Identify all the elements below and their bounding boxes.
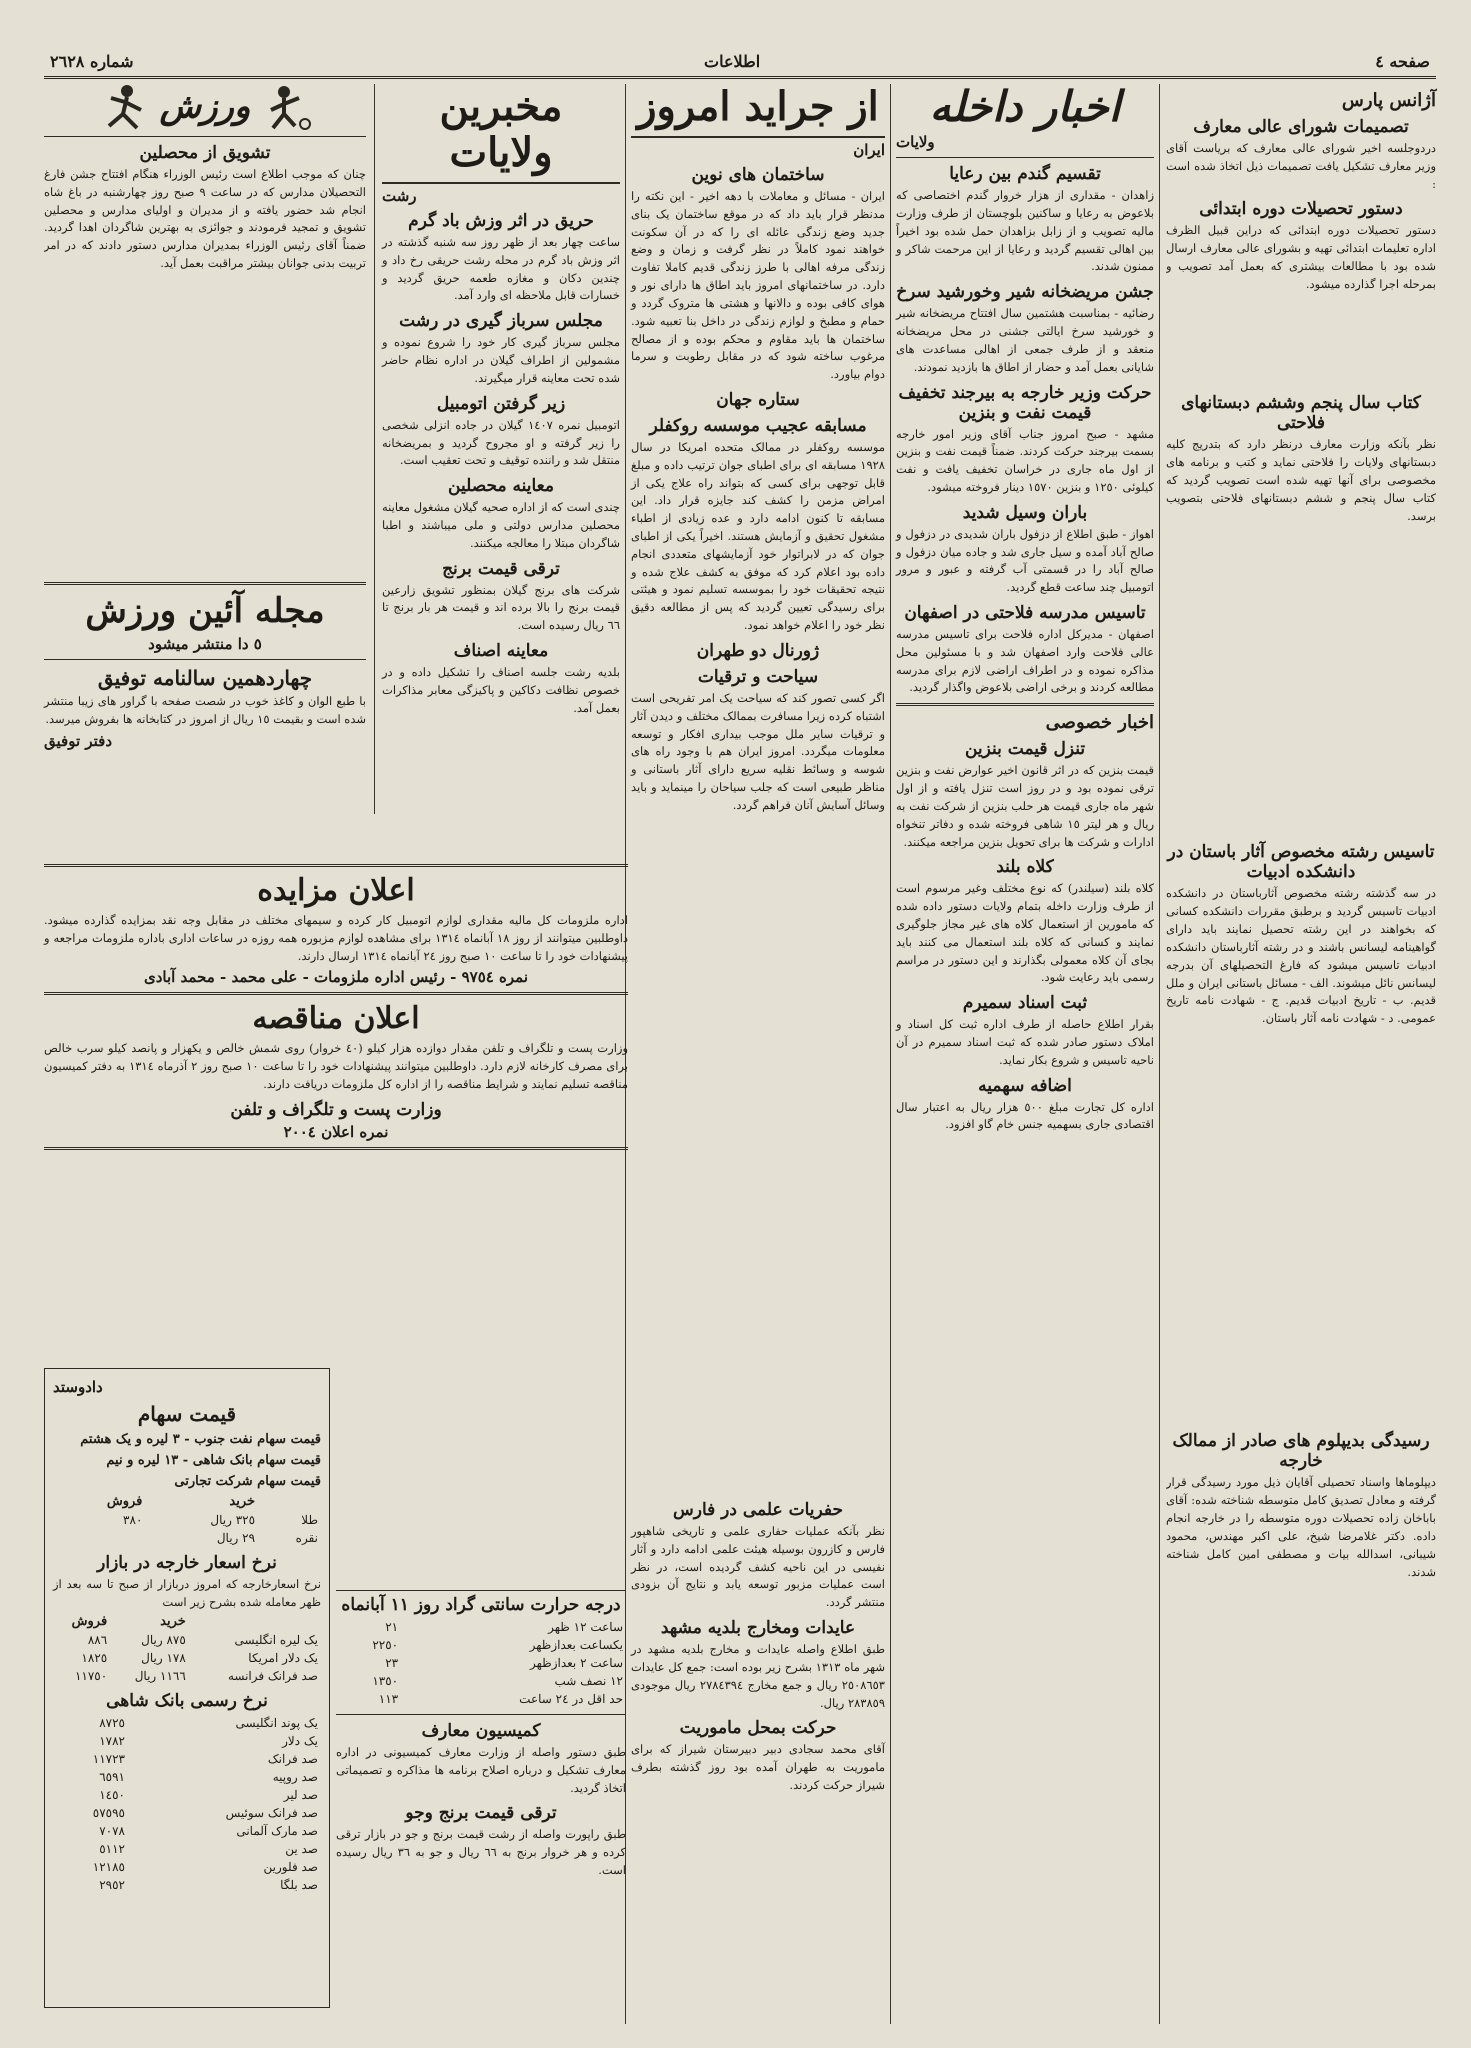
article-title: ساختمان های نوین bbox=[691, 165, 825, 185]
table-row bbox=[53, 1840, 321, 1858]
article-title: باران وسیل شدید bbox=[962, 502, 1088, 523]
article-body: رضائیه - بمناسبت هشتمین سال افتتاح مریضخانه شیر و خورشید سرخ ایالتی جشنی در محل مریضخانه منعقد و از طرف جمعی از اهالی مساعدت های شایانی بعمل آمد و حضار از اطاق ها بازدید نمودند. bbox=[896, 306, 1154, 374]
cell: صد فرانک bbox=[267, 1751, 318, 1766]
cell: یک پوند انگلیسی bbox=[235, 1715, 318, 1730]
page-number: صفحه ٤ bbox=[1375, 52, 1430, 71]
article-title: سیاحت و ترقیات bbox=[697, 666, 819, 687]
cell: حد اقل در ٢٤ ساعت bbox=[519, 1692, 623, 1706]
fx-note: نرخ اسعارخارجه که امروز دربازار از صبح تا سه بعد از ظهر معامله شده بشرح زیر است bbox=[53, 1577, 321, 1609]
article-title: مجلس سرباز گیری در رشت bbox=[399, 311, 603, 332]
article-title: دستور تحصیلات دوره ابتدائی bbox=[1199, 199, 1403, 220]
article-body: شرکت های برنج گیلان بمنظور تشویق زارعین قیمت برنج را بالا برده اند و قیمت هر بار برنج تا ٦٦ ریال رسیده است. bbox=[382, 582, 620, 633]
article-body: چنان که موجب اطلاع است رئیس الوزراء هنگام افتتاح جشن فارغ التحصیلان مدارس که در ساعت ٩ صبح روز چهارشنبه در باغ شاه انجام شد حضور یافته و از مدیران و اولیای مدارس و محصلین تشویق و تمجید فرمودند و جوائزی به بهترین شاگردان اهدا گردید. ضمناً آقای رئیس الوزراء بمدیران مدارس دستور دادند که در امر تربیت بدنی جوانان بیشتر مراقبت بعمل آید. bbox=[44, 167, 366, 271]
weather-table bbox=[336, 1618, 626, 1708]
column-rule bbox=[890, 84, 891, 2024]
article-body: بلدیه رشت جلسه اصناف را تشکیل داده و در خصوص نظافت دکاکین و پاکیزگی معابر مذاکرات بعمل آمد. bbox=[382, 665, 620, 715]
article-title: ژورنال دو طهران bbox=[696, 640, 820, 661]
article-title: تصمیمات شورای عالی معارف bbox=[1193, 117, 1409, 137]
table-row bbox=[53, 1529, 321, 1547]
table-row bbox=[53, 1732, 321, 1750]
magazine-ad-title: مجله آئین ورزش bbox=[85, 591, 325, 631]
cell: ٢٩٥٢ bbox=[99, 1877, 125, 1892]
article-body: نظر بآنکه وزارت معارف درنظر دارد که بتدریج کلیه دبستانهای ولایات را فلاحتی نماید و کتب و برنامه های مخصوصی برای آنها تهیه شده است تصویب گردید که کتاب سال پنجم و ششم دبستانهای فلاحتی بتصویب برسد. bbox=[1166, 437, 1436, 523]
table-row bbox=[53, 1786, 321, 1804]
bank-note: نرخ رسمی بانک شاهی bbox=[106, 1690, 268, 1711]
fx-table bbox=[53, 1612, 321, 1685]
column-sports bbox=[44, 84, 366, 753]
article-title: تاسیس رشته مخصوص آثار باستان در دانشکده ادبیات bbox=[1167, 842, 1435, 883]
divider bbox=[896, 703, 1154, 706]
table-row bbox=[336, 1636, 626, 1654]
cell: یکساعت بعدازظهر bbox=[529, 1638, 623, 1652]
cell: ١١٣ bbox=[378, 1692, 399, 1706]
section-label: اخبار خصوصی bbox=[1045, 712, 1154, 734]
table-row bbox=[53, 1822, 321, 1840]
cell: ١١٦٦ ریال bbox=[134, 1668, 186, 1683]
divider bbox=[336, 1714, 626, 1715]
cell: ١٣٥٠ bbox=[372, 1674, 399, 1688]
weather-title: درجه حرارت سانتی گراد روز ١١ آبانماه bbox=[336, 1590, 626, 1615]
table-row bbox=[336, 1690, 626, 1708]
cell: ٨٧٥ ریال bbox=[141, 1632, 186, 1647]
article-body: اگر کسی تصور کند که سیاحت یک امر تفریحی است اشتباه کرده زیرا مسافرت بممالک مختلف و دیدن آثار و ترقیات سایر ملل موجب بیداری افکار و توسعه معلومات میگردد. امروز ایران هم با وجود راه های شوسه و وسائط نقلیه سریع دارای آثار باستانی و مناظر طبیعی است که جلب سیاحان را مینماید و باید وسائل آسایش آنان فراهم گردد. bbox=[631, 690, 885, 812]
cell: ١٧٨ ریال bbox=[141, 1650, 186, 1665]
calendar-ad-title: چهاردهمین سالنامه توفیق bbox=[97, 666, 313, 690]
city-label: رشت bbox=[382, 187, 417, 205]
article-body: چندی است که از اداره صحیه گیلان مشغول معاینه محصلین مدارس دولتی و ملی میباشند و اطبا شاگردان مبتلا را معالجه میکنند. bbox=[382, 500, 620, 550]
cell: ٨٧٢٥ bbox=[99, 1715, 125, 1730]
cell: نقره bbox=[295, 1531, 318, 1545]
article-title: کتاب سال پنجم وششم دبستانهای فلاحتی bbox=[1181, 393, 1421, 434]
auction-footer: نمره ٩٧٥٤ - رئیس اداره ملزومات - علی محمد - محمد آبادی bbox=[143, 968, 529, 987]
bank-table bbox=[53, 1714, 321, 1894]
article-body: ایران - مسائل و معاملات با دهه اخیر - این نکته را مدنظر قرار باید داد که در موقع ساختمان یک بنای جدید وضع زندگی عائله ای را که در آن سکونت خواهند نمود کاملاً در نظر گرفت و زمان و وضع زندگی مرفه اهالی با طرز زندگی قدیم کاملا تفاوت دارد. در ساختمانهای امروز باید اطاق ها دارای نور و هوای کافی بوده و دالانها و هشتی ها متروک گردد و حمام و مطبخ و لوازم زندگی در داخل بنا تعبیه شود. ساختمان ها باید مقاوم و محکم بوده و از مصالح مرغوب ساخته شود که در مقابل رطوبت و سرما دوام بیاورد. bbox=[631, 189, 885, 382]
col-buy: خرید bbox=[160, 1613, 186, 1629]
column-rule bbox=[1159, 84, 1160, 2024]
table-row bbox=[336, 1654, 626, 1672]
article-title: رسیدگی بدیپلوم های صادر از ممالک خارجه bbox=[1172, 1431, 1430, 1472]
article-title: تقسیم گندم بین رعایا bbox=[949, 164, 1101, 185]
divider bbox=[44, 136, 366, 137]
table-row bbox=[53, 1750, 321, 1768]
article-body: زاهدان - مقداری از هزار خروار گندم اختصاصی که بلاعوض به رعایا و ساکنین بلوچستان از طرف وزارت مالیه تصویب و از زابل بزاهدان حمل شده بود اخیراً بین اهالی تقسیم گردید و رعایا از این مرحمت شاکر و ممنون شدند. bbox=[896, 188, 1154, 274]
cell: صد فلورین bbox=[263, 1859, 318, 1874]
article-body: اصفهان - مدیرکل اداره فلاحت برای تاسیس مدرسه عالی فلاحت وارد اصفهان شد و با مسئولین محل مذاکره نموده و در اطراف اراضی لازم برای مدرسه مطالعه کردند و برخی اراضی بلاعوض واگذار گردید. bbox=[896, 627, 1154, 695]
cell: ساعت ٢ بعدازظهر bbox=[530, 1656, 623, 1670]
article-body: در سه گذشته رشته مخصوص آثارباستان در دانشکده ادبیات تاسیس گردید و برطبق مقررات دانشکده کسانی که بخواهند در این رشته تحصیل نمایند باید دارای گواهینامه لیسانس باشند و در رشته آثارباستان دانشکده ادبیات تاسیس میشود که فارغ التحصیلهای آن بدرجه لیسانس نائل میشوند. الف - مسائل باستانی ایران و ملل قدیم. ب - تاریخ ادبیات قدیم. ج - شهادت نامه تاریخ عمومی. د - شهادت نامه آثار باستان. bbox=[1166, 886, 1436, 1026]
cell bbox=[53, 1529, 145, 1547]
cell: صد فرانک سوئیس bbox=[225, 1805, 318, 1820]
column-agency-pars bbox=[1166, 84, 1436, 1894]
article-title: معاینه اصناف bbox=[453, 641, 549, 661]
article-title: ستاره جهان bbox=[716, 389, 800, 410]
divider bbox=[44, 992, 628, 995]
col-sell: فروش bbox=[106, 1494, 143, 1509]
article-title: حرکت بمحل ماموریت bbox=[679, 1718, 837, 1739]
cell: ١٢١٨٥ bbox=[92, 1859, 125, 1874]
article-body: طبق اطلاع واصله عایدات و مخارج بلدیه مشهد در شهر ماه ١٣١٣ بشرح زیر بوده است: جمع کل عایدات ٢٥٠٨٦٥٣ ریال و جمع مخارج ٢٧٨٤٣٩٤ ریال موجودی ٢٨٣٨٥٩ ریال. bbox=[631, 1642, 885, 1710]
tender-number: نمره اعلان ٢٠٠٤ bbox=[283, 1122, 389, 1141]
article-body: کلاه بلند (سیلندر) که نوع مختلف وغیر مرسوم است از طرف وزارت داخله بتمام ولایات دستور داده شده که مامورین از استعمال کلاه های غیر مجاز جلوگیری نمایند و کسانی که کلاه بلند استعمال می کنند باید بجای آن کلاه معمولی بگذارند و این دستور در مراسم رسمی باید رعایت شود. bbox=[896, 881, 1154, 985]
market-line: قیمت سهام بانک شاهی - ١٣ لیره و نیم bbox=[106, 1453, 321, 1468]
article-body: اهواز - طبق اطلاع از دزفول باران شدیدی در دزفول و صالح آباد آمده و سیل جاری شد و جاده میان دزفول و صالح آباد را در قسمتی آب گرفته و عبور و مرور اتومبیل چند ساعت قطع گردید. bbox=[896, 526, 1154, 595]
article-title: کمیسیون معارف bbox=[421, 1721, 541, 1741]
table-row bbox=[53, 1876, 321, 1894]
table-row bbox=[53, 1714, 321, 1732]
cell: صد فرانک فرانسه bbox=[227, 1668, 318, 1683]
article-body: بقرار اطلاع حاصله از طرف اداره ثبت کل اسناد و املاک دستور صادر شده که ثبت اسناد سمیرم در آن ناحیه تاسیس و شروع بکار نماید. bbox=[896, 1017, 1154, 1067]
column-rule bbox=[374, 84, 375, 814]
article-title: حفریات علمی در فارس bbox=[673, 1500, 843, 1520]
market-line: قیمت سهام نفت جنوب - ٣ لیره و یک هشتم bbox=[80, 1432, 321, 1447]
gold-table bbox=[53, 1492, 321, 1547]
cell: یک دلار امریکا bbox=[248, 1650, 318, 1665]
article-title: زیر گرفتن اتومبیل bbox=[436, 393, 566, 414]
cell: یک دلار bbox=[282, 1733, 318, 1748]
cell: ٥٧٥٩٥ bbox=[92, 1805, 125, 1820]
cell: ٨٨٦ bbox=[87, 1632, 108, 1647]
page-header bbox=[44, 50, 1436, 79]
divider bbox=[44, 659, 366, 660]
magazine-ad-sub: ٥ دا منتشر میشود bbox=[148, 635, 262, 653]
cell: ٢١ bbox=[385, 1620, 399, 1634]
weather-block bbox=[336, 1584, 626, 1880]
market-line: قیمت سهام شرکت تجارتی bbox=[174, 1474, 321, 1489]
masthead-domestic: اخبار داخله bbox=[929, 82, 1121, 131]
sports-title: ورزش bbox=[159, 86, 251, 127]
country-label: ایران bbox=[853, 141, 885, 159]
article-title: حریق در اثر وزش باد گرم bbox=[408, 211, 594, 231]
runner-icon bbox=[97, 84, 155, 130]
article-body: دستور تحصیلات دوره ابتدائی که دراین قبیل الظرف اداره تعلیمات ابتدائی تهیه و بشورای عالی معارف ارسال شده بود با مطالعات بیشتری که بعمل آمد تصویب و بمرحله اجرا گذارده میشود. bbox=[1166, 223, 1436, 291]
newspaper-page bbox=[44, 50, 1436, 2020]
cell: ١١٧٥٠ bbox=[74, 1668, 108, 1683]
article-title: ترقی قیمت برنج وجو bbox=[405, 1803, 557, 1824]
auction-body: اداره ملزومات کل مالیه مقداری لوازم اتومبیل کار کرده و سیمهای مختلف در مقابل وجه نقد بمزایده گذارده میشود. داوطلبین میتوانند از روز ١٨ آبانماه ١٣١٤ برای مشاهده لوازم مزبوره همه روزه در ساعات اداری باداره ملزومات مراجعه و پیشنهادات خود را تا ساعت ١٠ صبح روز ٢٤ آبانماه ١٣١٤ ارسال دارند. bbox=[44, 913, 629, 963]
fx-title: نرخ اسعار خارجه در بازار bbox=[97, 1553, 277, 1573]
cell: یک لیره انگلیسی bbox=[234, 1632, 318, 1647]
cell: ١٢ نصف شب bbox=[554, 1674, 623, 1688]
article-title: مسابقه عجیب موسسه روکفلر bbox=[649, 415, 867, 436]
cell: ٦٥٩١ bbox=[99, 1769, 125, 1784]
banner-press-review: از جراید امروز bbox=[631, 84, 885, 138]
calendar-ad-sign: دفتر توفیق bbox=[44, 731, 113, 750]
cell: ساعت ١٢ ظهر bbox=[548, 1620, 623, 1634]
cell: ١٧٨٢ bbox=[99, 1733, 125, 1748]
paper-name: اطلاعات bbox=[704, 52, 761, 71]
article-title: ثبت اسناد سمیرم bbox=[962, 993, 1088, 1014]
section-label: ولایات bbox=[896, 133, 935, 152]
divider bbox=[44, 1147, 628, 1150]
table-row bbox=[53, 1768, 321, 1786]
article-body: اداره کل تجارت مبلغ ٥٠٠ هزار ریال به اعتبار سال اقتصادی جاری بسهمیه جنس خام گاو افزود. bbox=[896, 1099, 1154, 1132]
press-lower-block bbox=[631, 1494, 885, 1795]
table-row bbox=[53, 1511, 321, 1529]
article-title: معاینه محصلین bbox=[448, 476, 554, 497]
table-row bbox=[336, 1672, 626, 1690]
article-body: ساعت چهار بعد از ظهر روز سه شنبه گذشته در اثر وزش باد گرم در محله رشت حریقی رخ داد و چندین دکان و مغازه طعمه حریق گردید و خسارات قابل ملاحظه ای وارد آمد. bbox=[382, 235, 620, 303]
article-body: دردوجلسه اخیر شورای عالی معارف که بریاست آقای وزیر معارف تشکیل یافت تصمیمات ذیل اتخاذ شده است : bbox=[1166, 141, 1436, 191]
article-body: مشهد - صبح امروز جناب آقای وزیر امور خارجه بسمت بیرجند حرکت کردند. ضمناً قیمت نفت و بنزین از اول ماه جاری در خراسان تخفیف یافت و نفت کیلوئی ١٢٥٠ و بنزین ١٥٧٠ دینار فروخته میشود. bbox=[896, 426, 1154, 494]
col-sell: فروش bbox=[71, 1613, 108, 1629]
cell: ٧٠٧٨ bbox=[99, 1823, 125, 1838]
article-title: ترقی قیمت برنج bbox=[442, 558, 560, 579]
market-box bbox=[44, 1368, 330, 2008]
article-body: طبق راپورت واصله از رشت قیمت برنج و جو در بازار ترقی کرده و هر خروار برنج به ٦٦ ریال و جو به ٣٦ ریال رسیده است. bbox=[336, 1827, 626, 1878]
article-title: عایدات ومخارج بلدیه مشهد bbox=[660, 1618, 856, 1639]
article-title: اضافه سهمیه bbox=[978, 1075, 1072, 1096]
cell: صد مارک آلمانی bbox=[236, 1823, 318, 1838]
cell: ١٤٥٠ bbox=[99, 1787, 125, 1802]
divider bbox=[44, 582, 366, 585]
divider bbox=[44, 864, 628, 867]
table-row bbox=[53, 1804, 321, 1822]
article-title: کلاه بلند bbox=[996, 857, 1054, 878]
col-buy: خرید bbox=[229, 1494, 256, 1509]
cell: ١٨٢٥ bbox=[81, 1650, 108, 1665]
cell: صد ین bbox=[285, 1841, 318, 1856]
notices-block bbox=[44, 858, 628, 1156]
article-body: قیمت بنزین که در اثر قانون اخیر عوارض نفت و بنزین ترقی نموده بود و در روز است تنزل یافته و از اول شهر ماه جاری قیمت هر حلب بنزین از شرکت نفت به ریال و هر لیتر ١٥ شاهی فروخته شده و دفاتر تنخواه ادارات و شرکت ها برای تحویل بنزین مراجعه میکنند. bbox=[896, 763, 1154, 849]
cell: ٣٨٠ bbox=[123, 1513, 143, 1527]
market-title: قیمت سهام bbox=[137, 1402, 237, 1426]
banner-provincial: مخبرین ولایات bbox=[382, 84, 620, 184]
cell: ٣٢٥ ریال bbox=[210, 1513, 256, 1527]
article-body: دیپلوماها واسناد تحصیلی آقایان ذیل مورد رسیدگی قرار گرفته و معادل تصدیق کامل متوسطه شناخته شده: آقای باباخان زاده تحصیلات دوره متوسطه را در خارجه انجام داده. دکتر غلامرضا شیخ، علی اکبر مهندس، محمود شیبانی، اسدالله بیات و مصطفی امین کامل شناخته شدند. bbox=[1166, 1475, 1436, 1579]
cell: ٢٢٥٠ bbox=[372, 1638, 399, 1652]
cell: صد روپیه bbox=[272, 1769, 318, 1784]
article-body: مجلس سرباز گیری کار خود را شروع نموده و مشمولین از اطراف گیلان در اداره نظام حاضر شده تحت معاینه قرار میگیرند. bbox=[382, 335, 620, 385]
table-row bbox=[53, 1649, 321, 1667]
cell: صد لیر bbox=[283, 1787, 318, 1802]
cell: طلا bbox=[301, 1513, 318, 1527]
article-title: تنزل قیمت بنزین bbox=[964, 739, 1086, 760]
cell: ٢٩ ریال bbox=[216, 1531, 256, 1545]
agency-label: آژانس پارس bbox=[1341, 90, 1436, 111]
issue-number: شماره ٢٦٢٨ bbox=[50, 52, 134, 71]
article-title: جشن مریضخانه شیر وخورشید سرخ bbox=[896, 282, 1154, 303]
table-row bbox=[53, 1858, 321, 1876]
column-provincial bbox=[382, 84, 620, 717]
market-label: دادوستد bbox=[53, 1378, 103, 1396]
article-title: حرکت وزیر خارجه به بیرجند تخفیف قیمت نفت و بنزین bbox=[898, 382, 1152, 423]
column-press-review bbox=[631, 83, 885, 1792]
cell: صد بلگا bbox=[280, 1877, 318, 1892]
football-player-icon bbox=[255, 84, 313, 130]
article-body: اتومبیل نمره ١٤٠٧ گیلان در جاده انزلی شخصی را زیر گرفته و او مجروح گردید و بمریضخانه منتقل شد و راننده توقیف و تحت تعقیب است. bbox=[382, 417, 620, 468]
article-body: نظر بآنکه عملیات حفاری علمی و تاریخی شاهپور فارس و کازرون بوسیله هیئت علمی ادامه دارد و آثار نفیسی در این ناحیه کشف گردیده است، در نظر است عملیات مزبور توسعه یابد و نتایج آن بزودی منتشر گردد. bbox=[631, 1524, 885, 1610]
cell: ١١٧٢٣ bbox=[92, 1751, 125, 1766]
article-title: تشویق از محصلین bbox=[139, 143, 271, 163]
column-domestic-news bbox=[896, 84, 1154, 1134]
calendar-ad-body: با طبع الوان و کاغذ خوب در شصت صفحه با گراور های زیبا منتشر شده است و بقیمت ١٥ ریال از امروز در کتابخانه ها بفروش میرسد. bbox=[44, 694, 366, 726]
table-row bbox=[53, 1631, 321, 1649]
tender-title: اعلان مناقصه bbox=[252, 1001, 420, 1037]
table-row bbox=[53, 1667, 321, 1685]
article-title: تاسیس مدرسه فلاحتی در اصفهان bbox=[904, 603, 1146, 623]
tender-body: وزارت پست و تلگراف و تلفن مقدار دوازده هزار کیلو (٤٠ خروار) روی شمش خالص و یکهزار و پانصد کیلو سرب خالص برای مصرف کارخانه لازم دارد. داوطلبین میتوانند پیشنهادات خود را تا ساعت ١٠ صبح روز ٢ آذرماه ١٣١٤ به دفتر کمیسیون مناقصه تسلیم نمایند و شرایط مناقصه را از اداره کل ملزومات دریافت دارند. bbox=[44, 1041, 628, 1092]
cell: ٥١١٢ bbox=[99, 1841, 125, 1856]
cell: ٢٣ bbox=[385, 1656, 399, 1670]
divider bbox=[896, 157, 1154, 158]
table-row bbox=[336, 1618, 626, 1636]
article-body: طبق دستور واصله از وزارت معارف کمیسیونی در اداره معارف تشکیل و درباره اصلاح برنامه ها مذاکره و تصمیماتی اتخاذ گردید. bbox=[336, 1745, 626, 1795]
auction-title: اعلان مزایده bbox=[257, 873, 415, 908]
sports-masthead bbox=[44, 84, 366, 130]
tender-sign: وزارت پست و تلگراف و تلفن bbox=[230, 1099, 442, 1120]
article-body: موسسه روکفلر در ممالک متحده امریکا در سال ١٩٢٨ مسابقه ای برای اطبای جوان ترتیب داده و مبلغ قابل توجهی برای کسی که بتواند راه علاج یکی از امراض مزمن را کشف کند جایزه قرار داد. این مسابقه تا کنون ادامه دارد و عده زیادی از اطباء مشغول تحقیق و آزمایش هستند. اخیراً یکی از اطبای جوان که در لابراتوار خود آزمایشهای متعددی انجام داده بود اعلام کرد که موفق به کشف علاج شده و نتیجه تحقیقات خود را بموسسه تسلیم نمود و هیئتی برای رسیدگی تعیین گردید که پس از مطالعه دقیق نظر خود را اعلام خواهد نمود. bbox=[631, 439, 885, 633]
article-body: آقای محمد سجادی دبیر دبیرستان شیراز که برای ماموریت به طهران آمده بود روز گذشته بطرف شیراز حرکت کردند. bbox=[631, 1742, 885, 1792]
